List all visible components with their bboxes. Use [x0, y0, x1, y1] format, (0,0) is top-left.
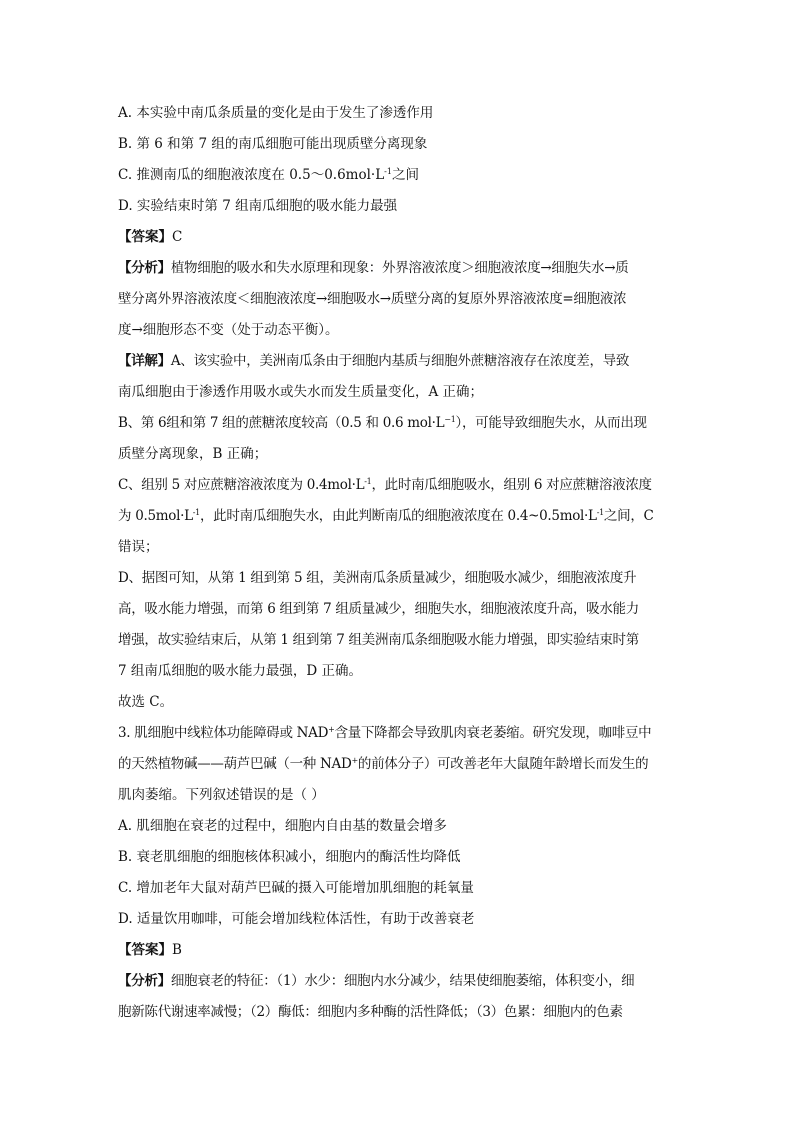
- q2-option-c: C. 推测南瓜的细胞液浓度在 $0.5\sim 0.6mol\cdot L^{-1}$之间: [118, 167, 419, 183]
- q3-answer: 【答案】B: [118, 942, 182, 958]
- q2-detail-d-line-3: 增强，故实验结束后，从第 1 组到第 7 组美洲南瓜条细胞吸水能力增强，即实验结束时第: [118, 632, 639, 648]
- q2-analysis-line-1: 【分析】植物细胞的吸水和失水原理和现象：外界溶液浓度＞细胞液浓度→细胞失水→质: [118, 260, 629, 276]
- q2-option-d: D. 实验结束时第 7 组南瓜细胞的吸水能力最强: [118, 198, 398, 214]
- q3-stem-line-2: 的天然植物碱——葫芦巴碱（一种 NAD+的前体分子）可改善老年大鼠随年龄增长而发生的: [118, 756, 649, 772]
- q2-detail-d-line-4: 7 组南瓜细胞的吸水能力最强，D 正确。: [118, 663, 362, 679]
- q3-analysis-line-2: 胞新陈代谢速率减慢；（2）酶低：细胞内多种酶的活性降低；（3）色累：细胞内的色素: [118, 1004, 623, 1020]
- q3-option-d: D. 适量饮用咖啡，可能会增加线粒体活性，有助于改善衰老: [118, 911, 475, 927]
- q2-analysis-line-3: 度→细胞形态不变（处于动态平衡）。: [118, 322, 339, 338]
- q2-option-a: A. 本实验中南瓜条质量的变化是由于发生了渗透作用: [118, 105, 434, 121]
- q3-analysis-line-1: 【分析】细胞衰老的特征：（1）水少：细胞内水分减少，结果使细胞萎缩，体积变小，细: [118, 973, 635, 989]
- q2-conclusion: 故选 C。: [118, 694, 174, 710]
- q2-detail-b-line-2: 质壁分离现象，B 正确；: [118, 446, 268, 462]
- q2-detail-c-line-3: 错误；: [118, 539, 159, 555]
- q2-detail-c-line-2: 为 $0.5mol\cdot L^{-1}$，此时南瓜细胞失水，由此判断南瓜的细胞液浓度在 $0.4\sim 0.5mol\cdot L^{-1}$之间，C: [118, 508, 654, 524]
- q2-detail-d-line-2: 高，吸水能力增强，而第 6 组到第 7 组质量减少，细胞失水，细胞液浓度升高，吸水能力: [118, 601, 639, 617]
- q2-detail-c-line-1: C、组别 5 对应蔗糖溶液浓度为 $0.4mol\cdot L^{-1}$，此时南瓜细胞吸水，组别 6 对应蔗糖溶液浓度: [118, 477, 652, 493]
- q2-option-b: B. 第 6 和第 7 组的南瓜细胞可能出现质壁分离现象: [118, 136, 428, 152]
- q2-answer: 【答案】C: [118, 229, 183, 245]
- q2-detail-b-line-1: B、第 6组和第 7 组的蔗糖浓度较高（0.5 和 0.6 $mol\cdot L^{-1}$），可能导致细胞失水，从而出现: [118, 415, 647, 431]
- q3-option-a: A. 肌细胞在衰老的过程中，细胞内自由基的数量会增多: [118, 818, 447, 834]
- q2-analysis-line-2: 壁分离外界溶液浓度＜细胞液浓度→细胞吸水→质壁分离的复原外界溶液浓度=细胞液浓: [118, 291, 627, 307]
- q2-detail-a-line-1: 【详解】A、该实验中，美洲南瓜条由于细胞内基质与细胞外蔗糖溶液存在浓度差，导致: [118, 353, 630, 369]
- q2-detail-d-line-1: D、据图可知，从第 1 组到第 5 组，美洲南瓜条质量减少，细胞吸水减少，细胞液浓度升: [118, 570, 637, 586]
- q2-detail-a-line-2: 南瓜细胞由于渗透作用吸水或失水而发生质量变化，A 正确；: [118, 384, 484, 400]
- q3-stem-line-3: 肌肉萎缩。下列叙述错误的是（ ）: [118, 787, 325, 803]
- q3-option-b: B. 衰老肌细胞的细胞核体积减小，细胞内的酶活性均降低: [118, 849, 461, 865]
- q3-option-c: C. 增加老年大鼠对葫芦巴碱的摄入可能增加肌细胞的耗氧量: [118, 880, 474, 896]
- q3-stem-line-1: 3. 肌细胞中线粒体功能障碍或 NAD+含量下降都会导致肌肉衰老萎缩。研究发现，咖啡豆中: [118, 725, 652, 741]
